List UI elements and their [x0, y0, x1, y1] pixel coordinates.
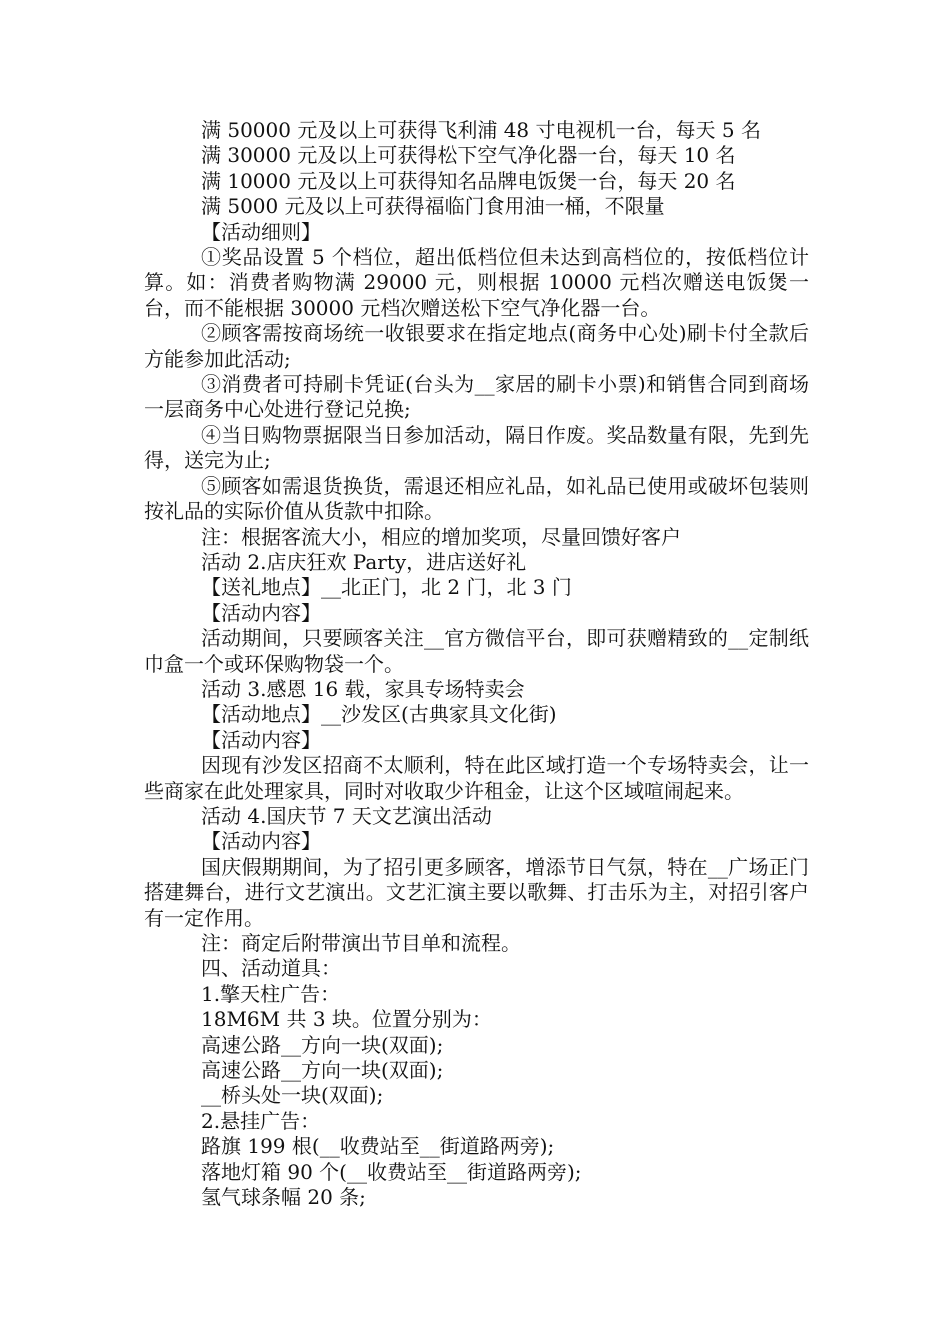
prize-tier-5000: 满 5000 元及以上可获得福临门食用油一桶，不限量 — [201, 194, 665, 219]
rule-5: ⑤顾客如需退货换货，需退还相应礼品，如礼品已使用或破坏包装则按礼品的实际价值从货款中扣除。 — [144, 473, 809, 524]
activity-3-content: 因现有沙发区招商不太顺利，特在此区域打造一个专场特卖会，让一些商家在此处理家具，同时对收取少许租金，让这个区域喧闹起来。 — [144, 753, 809, 803]
rule-2: ②顾客需按商场统一收银要求在指定地点(商务中心处)刷卡付全款后方能参加此活动; — [144, 321, 809, 371]
props-item-1-location-a: 高速公路__方向一块(双面); — [201, 1032, 444, 1057]
document-body — [144, 118, 809, 1210]
activity-4-title: 活动 4.国庆节 7 天文艺演出活动 — [201, 803, 492, 828]
section-heading-props: 四、活动道具： — [201, 956, 341, 981]
activity-3-location: 【活动地点】__沙发区(古典家具文化街) — [201, 702, 557, 727]
rule-3: ③消费者可持刷卡凭证(台头为__家居的刷卡小票)和销售合同到商场一层商务中心处进行登记兑换; — [144, 372, 809, 422]
prize-tier-10000: 满 10000 元及以上可获得知名品牌电饭煲一台，每天 20 名 — [201, 168, 736, 193]
note-1: 注：根据客流大小，相应的增加奖项，尽量回馈好客户 — [201, 524, 681, 549]
props-item-1-spec: 18M6M 共 3 块。位置分别为： — [201, 1007, 492, 1032]
rule-1: ①奖品设置 5 个档位，超出低档位但未达到高档位的，按低档位计算。如：消费者购物满 29000 元，则根据 10000 元档次赠送电饭煲一台，而不能根据 30000 元档次赠送松下空气净化器一台。 — [144, 245, 809, 320]
props-item-2-flags: 路旗 199 根(__收费站至__街道路两旁); — [201, 1134, 555, 1159]
activity-2-location: 【送礼地点】__北正门，北 2 门，北 3 门 — [201, 575, 572, 600]
props-item-1-location-c: __桥头处一块(双面); — [201, 1083, 384, 1108]
section-heading-rules: 【活动细则】 — [201, 219, 321, 244]
rule-4: ④当日购物票据限当日参加活动，隔日作废。奖品数量有限，先到先得，送完为止; — [144, 422, 809, 473]
props-item-2-lightboxes: 落地灯箱 90 个(__收费站至__街道路两旁); — [201, 1159, 582, 1184]
activity-2-content: 活动期间，只要顾客关注__官方微信平台，即可获赠精致的__定制纸巾盒一个或环保购物袋一个。 — [144, 626, 809, 676]
props-item-1-location-b: 高速公路__方向一块(双面); — [201, 1058, 444, 1083]
activity-2-content-heading: 【活动内容】 — [201, 600, 321, 625]
prize-tier-50000: 满 50000 元及以上可获得飞利浦 48 寸电视机一台，每天 5 名 — [201, 118, 761, 142]
activity-3-title: 活动 3.感恩 16 载，家具专场特卖会 — [201, 676, 525, 701]
prize-tier-30000: 满 30000 元及以上可获得松下空气净化器一台，每天 10 名 — [201, 143, 736, 168]
props-item-2-balloon-banners: 氢气球条幅 20 条; — [201, 1185, 366, 1210]
activity-4-content: 国庆假期期间，为了招引更多顾客，增添节日气氛，特在__广场正门搭建舞台，进行文艺演出。文艺汇演主要以歌舞、打击乐为主，对招引客户有一定作用。 — [144, 854, 809, 930]
props-item-1-title: 1.擎天柱广告： — [201, 981, 341, 1006]
activity-2-title: 活动 2.店庆狂欢 Party，进店送好礼 — [201, 549, 527, 574]
activity-4-content-heading: 【活动内容】 — [201, 829, 321, 854]
props-item-2-title: 2.悬挂广告： — [201, 1108, 321, 1133]
activity-3-content-heading: 【活动内容】 — [201, 727, 321, 752]
note-2: 注：商定后附带演出节目单和流程。 — [201, 931, 521, 955]
